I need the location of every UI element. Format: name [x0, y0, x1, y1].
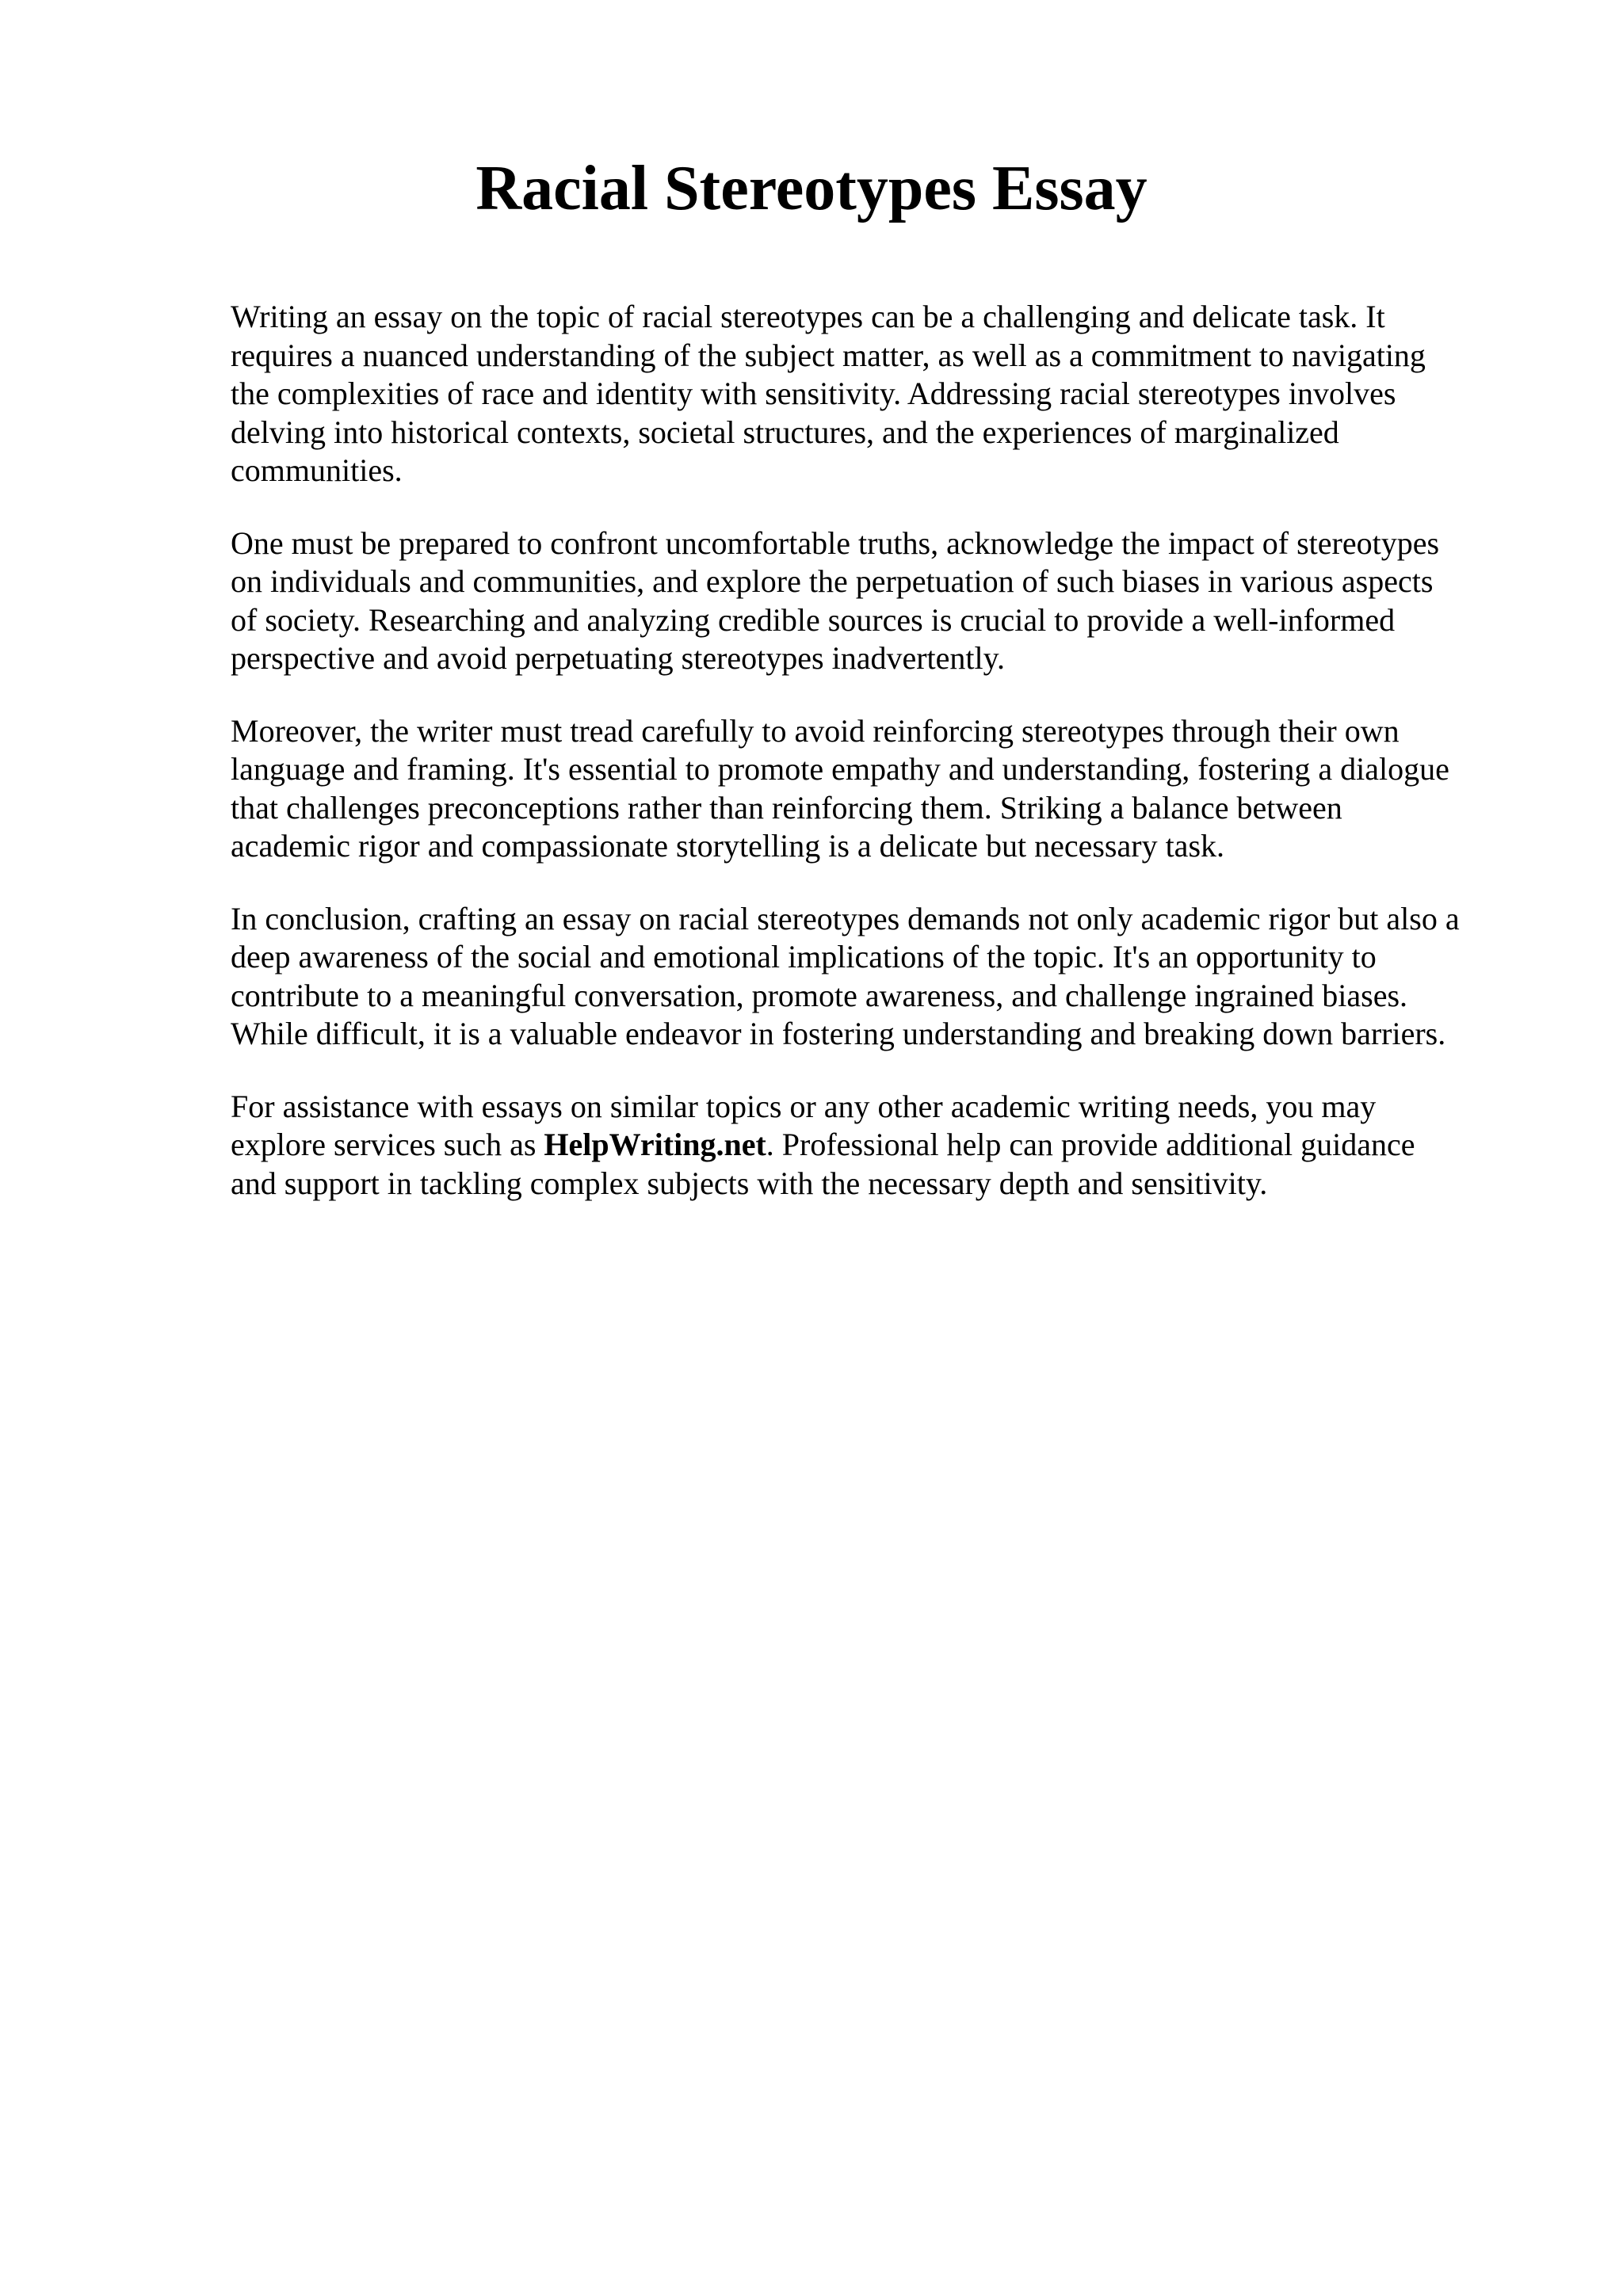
- helpwriting-link[interactable]: HelpWriting.net: [544, 1127, 766, 1162]
- text-line: and support in tackling complex subjects with the necessary depth and sensitivity.: [231, 1165, 1268, 1201]
- text-line: perspective and avoid perpetuating stereotypes inadvertently.: [231, 640, 1006, 676]
- text-line: In conclusion, crafting an essay on racial stereotypes demands not only academic rigor but also a: [231, 900, 1460, 936]
- text-line: that challenges preconceptions rather than reinforcing them. Striking a balance between: [231, 789, 1342, 826]
- text-line: deep awareness of the social and emotional implications of the topic. It's an opportunity to: [231, 939, 1377, 974]
- closing-text-after: . Professional help can provide additional guidance: [766, 1127, 1415, 1162]
- closing-text-before: explore services such as: [231, 1127, 544, 1162]
- document-title: Racial Stereotypes Essay: [475, 154, 1148, 223]
- text-line: communities.: [231, 452, 403, 488]
- text-line: While difficult, it is a valuable endeavor in fostering understanding and breaking down barriers.: [231, 1016, 1446, 1051]
- text-line: the complexities of race and identity with sensitivity. Addressing racial stereotypes involves: [231, 376, 1396, 411]
- paragraph-moreover: [231, 712, 1514, 866]
- paragraph-assistance: [231, 1088, 1514, 1203]
- text-line: For assistance with essays on similar topics or any other academic writing needs, you may: [231, 1088, 1377, 1124]
- text-line: One must be prepared to confront uncomfortable truths, acknowledge the impact of stereotypes: [231, 524, 1440, 561]
- text-line: of society. Researching and analyzing credible sources is crucial to provide a well-informed: [231, 601, 1396, 638]
- text-line: delving into historical contexts, societal structures, and the experiences of marginalized: [231, 414, 1339, 450]
- text-line-with-link: [231, 1126, 1514, 1165]
- text-line: academic rigor and compassionate storytelling is a delicate but necessary task.: [231, 828, 1225, 864]
- text-line: requires a nuanced understanding of the subject matter, as well as a commitment to navigating: [231, 337, 1426, 373]
- text-line: Writing an essay on the topic of racial stereotypes can be a challenging and delicate task. It: [231, 299, 1385, 334]
- text-line: language and framing. It's essential to promote empathy and understanding, fostering a dialogue: [231, 751, 1449, 787]
- document-body: [231, 298, 1514, 1237]
- text-line: contribute to a meaningful conversation, promote awareness, and challenge ingrained biases.: [231, 977, 1408, 1013]
- paragraph-intro: [231, 298, 1514, 490]
- text-line: on individuals and communities, and explore the perpetuation of such biases in various aspects: [231, 563, 1434, 599]
- paragraph-conclusion: [231, 900, 1514, 1054]
- text-line: Moreover, the writer must tread carefully to avoid reinforcing stereotypes through their own: [231, 712, 1400, 749]
- paragraph-confront: [231, 524, 1514, 678]
